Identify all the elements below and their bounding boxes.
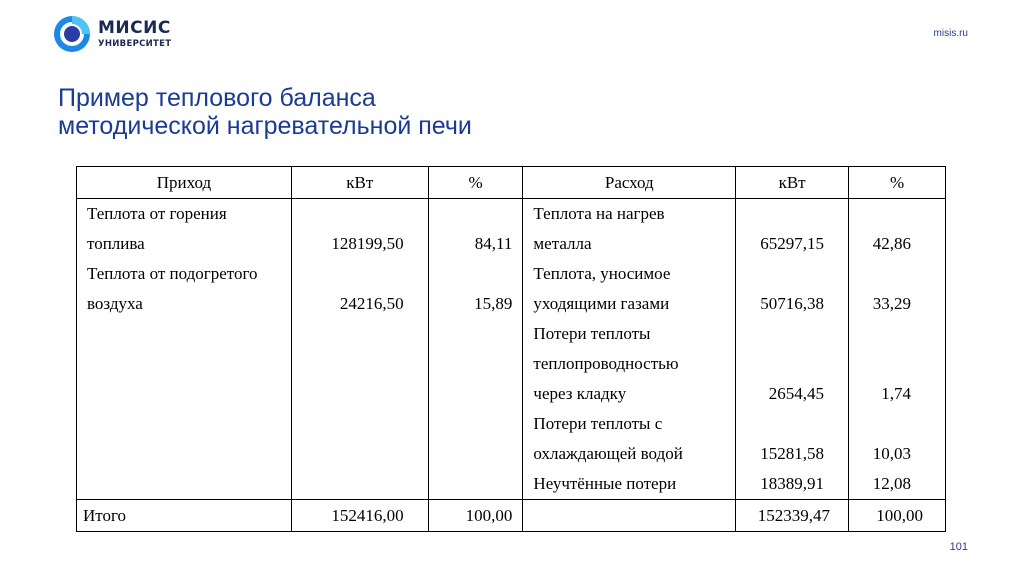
income-kw-value: 128199,50	[331, 234, 404, 253]
expense-item-line: через кладку	[533, 384, 627, 403]
income-item-line: Теплота от горения	[87, 204, 227, 223]
logo-subtitle: УНИВЕРСИТЕТ	[98, 38, 172, 49]
expense-kw-cell	[736, 199, 849, 500]
expense-item-line: уходящими газами	[533, 294, 670, 313]
expense-items-cell	[523, 199, 736, 500]
logo-name: МИСИС	[98, 17, 171, 38]
expense-kw-value: 18389,91	[760, 474, 825, 493]
expense-kw-value: 50716,38	[760, 294, 825, 313]
page-title	[58, 84, 472, 140]
header-expense: Расход	[523, 167, 736, 199]
header-expense-pct: %	[849, 167, 946, 199]
income-pct-value: 84,11	[474, 234, 513, 253]
expense-item-line: Теплота на нагрев	[533, 204, 665, 223]
misis-logo-icon	[52, 14, 92, 54]
table-header-row	[77, 167, 946, 199]
expense-pct-value: 1,74	[881, 384, 911, 403]
header-income-kw: кВт	[291, 167, 428, 199]
page-number: 101	[949, 541, 968, 553]
income-items-cell	[77, 199, 292, 500]
title-line-1: Пример теплового баланса	[58, 84, 376, 112]
expense-kw-value: 2654,45	[768, 384, 825, 403]
expense-item-line: Теплота, уносимое	[533, 264, 671, 283]
income-pct-cell	[428, 199, 523, 500]
header-income-pct: %	[428, 167, 523, 199]
expense-item-line: металла	[533, 234, 592, 253]
header-expense-kw: кВт	[736, 167, 849, 199]
expense-pct-value: 33,29	[872, 294, 911, 313]
total-income-kw: 152416,00	[291, 500, 428, 532]
income-kw-cell	[291, 199, 428, 500]
expense-pct-value: 12,08	[872, 474, 911, 493]
expense-item-line: Потери теплоты	[533, 324, 651, 343]
expense-pct-value: 42,86	[872, 234, 911, 253]
expense-kw-value: 65297,15	[760, 234, 825, 253]
expense-item-line: Потери теплоты с	[533, 414, 663, 433]
header-income: Приход	[77, 167, 292, 199]
total-label: Итого	[77, 500, 292, 532]
expense-item-line: Неучтённые потери	[533, 474, 677, 493]
total-expense-kw: 152339,47	[736, 500, 849, 532]
table-total-row	[77, 500, 946, 532]
heat-balance-table	[76, 166, 946, 532]
income-item-line: Теплота от подогретого	[87, 264, 258, 283]
income-item-line: топлива	[87, 234, 145, 253]
table-body-row	[77, 199, 946, 500]
income-item-line: воздуха	[87, 294, 143, 313]
misis-logo[interactable]	[52, 14, 171, 54]
expense-kw-value: 15281,58	[760, 444, 825, 463]
income-pct-value: 15,89	[474, 294, 513, 313]
expense-item-line: охлаждающей водой	[533, 444, 683, 463]
income-kw-value: 24216,50	[339, 294, 404, 313]
expense-item-line: теплопроводностью	[533, 354, 679, 373]
expense-pct-cell	[849, 199, 946, 500]
total-expense-pct: 100,00	[849, 500, 946, 532]
total-expense-empty	[523, 500, 736, 532]
title-line-2: методической нагревательной печи	[58, 112, 472, 140]
expense-pct-value: 10,03	[872, 444, 911, 463]
total-income-pct: 100,00	[428, 500, 523, 532]
site-url[interactable]: misis.ru	[933, 28, 968, 39]
